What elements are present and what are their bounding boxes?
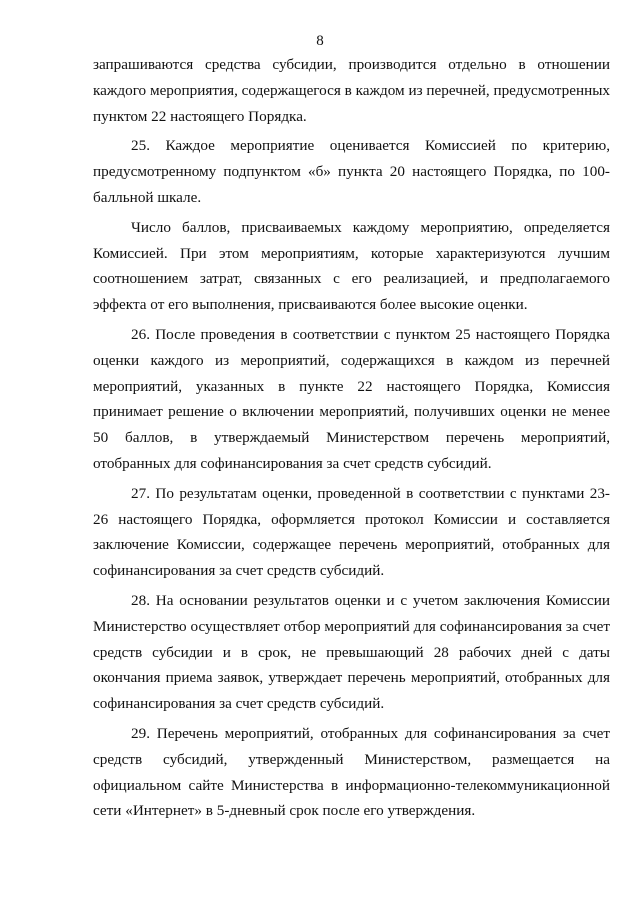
paragraph-clause-25-scores: Число баллов, присваиваемых каждому мероприятию, определяется Комиссией. При этом мероприятиям, которые характеризуются лучшим соотношением затрат, связанных с его реализацией, и предполагаемого эффекта от его выполнения, присваиваются более высокие оценки. xyxy=(93,218,610,314)
paragraph-clause-27: 27. По результатам оценки, проведенной в соответствии с пунктами 23-26 настоящего Порядка, оформляется протокол Комиссии и составляется заключение Комиссии, содержащее перечень мероприятий, отобранных для софинансирования за счет средств субсидий. xyxy=(93,484,610,580)
page-number: 8 xyxy=(316,33,324,49)
paragraph-clause-25: 25. Каждое мероприятие оценивается Комиссией по критерию, предусмотренному подпунктом «б» пункта 20 настоящего Порядка, по 100-балльной шкале. xyxy=(93,137,610,206)
paragraph-clause-29: 29. Перечень мероприятий, отобранных для софинансирования за счет средств субсидий, утвержденный Министерством, размещается на официальном сайте Министерства в информационно-телекоммуникационной сети «Интернет» в 5-дневный срок после его утверждения. xyxy=(93,724,610,820)
paragraph-continuation: запрашиваются средства субсидии, производится отдельно в отношении каждого мероприятия, содержащегося в каждом из перечней, предусмотренных пунктом 22 настоящего Порядка. xyxy=(93,56,610,125)
paragraph-clause-28: 28. На основании результатов оценки и с учетом заключения Комиссии Министерство осуществляет отбор мероприятий для софинансирования за счет средств субсидии и в срок, не превышающий 28 рабочих дней с даты окончания приема заявок, утверждает перечень мероприятий, отобранных для софинансирования за счет средств субсидий. xyxy=(93,591,610,713)
paragraph-clause-26: 26. После проведения в соответствии с пунктом 25 настоящего Порядка оценки каждого из мероприятий, содержащихся в каждом из перечней мероприятий, указанных в пункте 22 настоящего Порядка, Комиссия принимает решение о включении мероприятий, получивших оценки не менее 50 баллов, в утверждаемый Министерством перечень мероприятий, отобранных для софинансирования за счет средств субсидий. xyxy=(93,325,610,472)
document-body xyxy=(93,52,610,824)
